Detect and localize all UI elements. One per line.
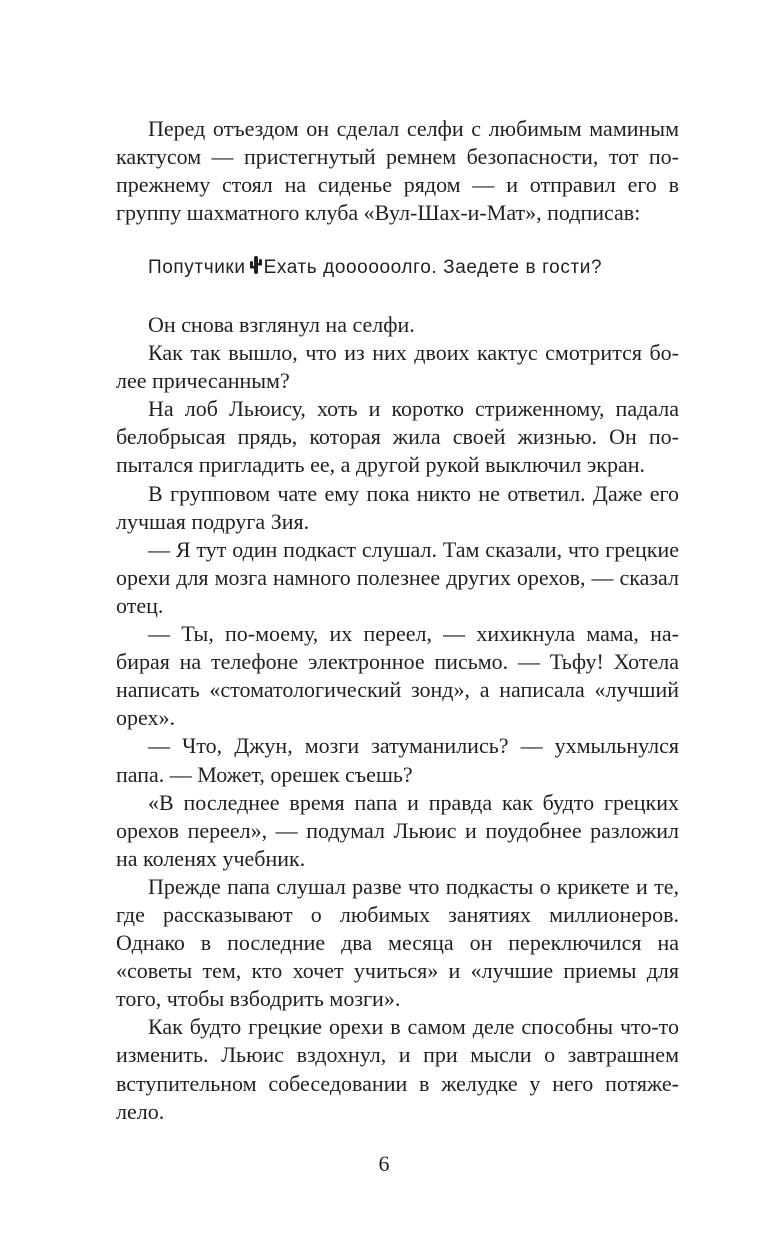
- chat-message-caption: [148, 254, 688, 282]
- paragraph-intro: Перед отъездом он сделал селфи с любимым маминым кактусом — пристегнутый ремнем безопасности, тот по-прежнему стоял на сиденье рядом — и отправил его в группу шахматного клуба «Вул-Шах-и-Мат», подписав:: [116, 116, 679, 226]
- paragraph: Прежде папа слушал разве что подкасты о крикете и те, где рассказывают о любимых занятиях миллионеров. Однако в последние два месяца он переключился на «советы тем, кто хочет учиться» и «лучшие приемы для того, чтобы взбодрить мозги».: [116, 873, 679, 1012]
- text-block-main: [116, 311, 679, 1126]
- page-number: 6: [378, 1151, 390, 1176]
- paragraph: На лоб Льюису, хоть и коротко стриженному, падала белобрысая прядь, которая жила своей жизнью. Он попытался пригладить ее, а другой рукой выключил экран.: [116, 396, 679, 478]
- paragraph: — Я тут один подкаст слушал. Там сказали, что грецкие орехи для мозга намного полезнее других орехов, — сказал отец.: [116, 536, 679, 618]
- paragraph: Как будто грецкие орехи в самом деле способны что-то изменить. Льюис вздохнул, и при мысли о завтрашнем вступительном собеседовании в желудке у него потяжелело.: [116, 1014, 679, 1124]
- paragraph: — Ты, по-моему, их переел, — хихикнула мама, набирая на телефоне электронное письмо. — Тьфу! Хотела написать «стоматологический зонд», а написала «лучший орех».: [116, 621, 679, 731]
- message-text-before-icon: Попутчики: [148, 257, 246, 278]
- paragraph: Он снова взглянул на селфи.: [148, 312, 415, 337]
- message-text-after-icon: Ехать доооооолго. Заедете в гости?: [263, 257, 603, 278]
- paragraph: В групповом чате ему пока никто не ответил. Даже его лучшая подруга Зия.: [116, 480, 679, 534]
- cactus-icon: [249, 255, 263, 275]
- paragraph: «В последнее время папа и правда как будто грецких орехов переел», — подумал Льюис и поудобнее разложил на коленях учебник.: [116, 789, 679, 871]
- paragraph: — Что, Джун, мозги затуманились? — ухмыльнулся папа. — Может, орешек съешь?: [116, 733, 679, 787]
- paragraph: Как так вышло, что из них двоих кактус смотрится более причесанным?: [116, 340, 679, 394]
- text-block-intro: [116, 115, 679, 227]
